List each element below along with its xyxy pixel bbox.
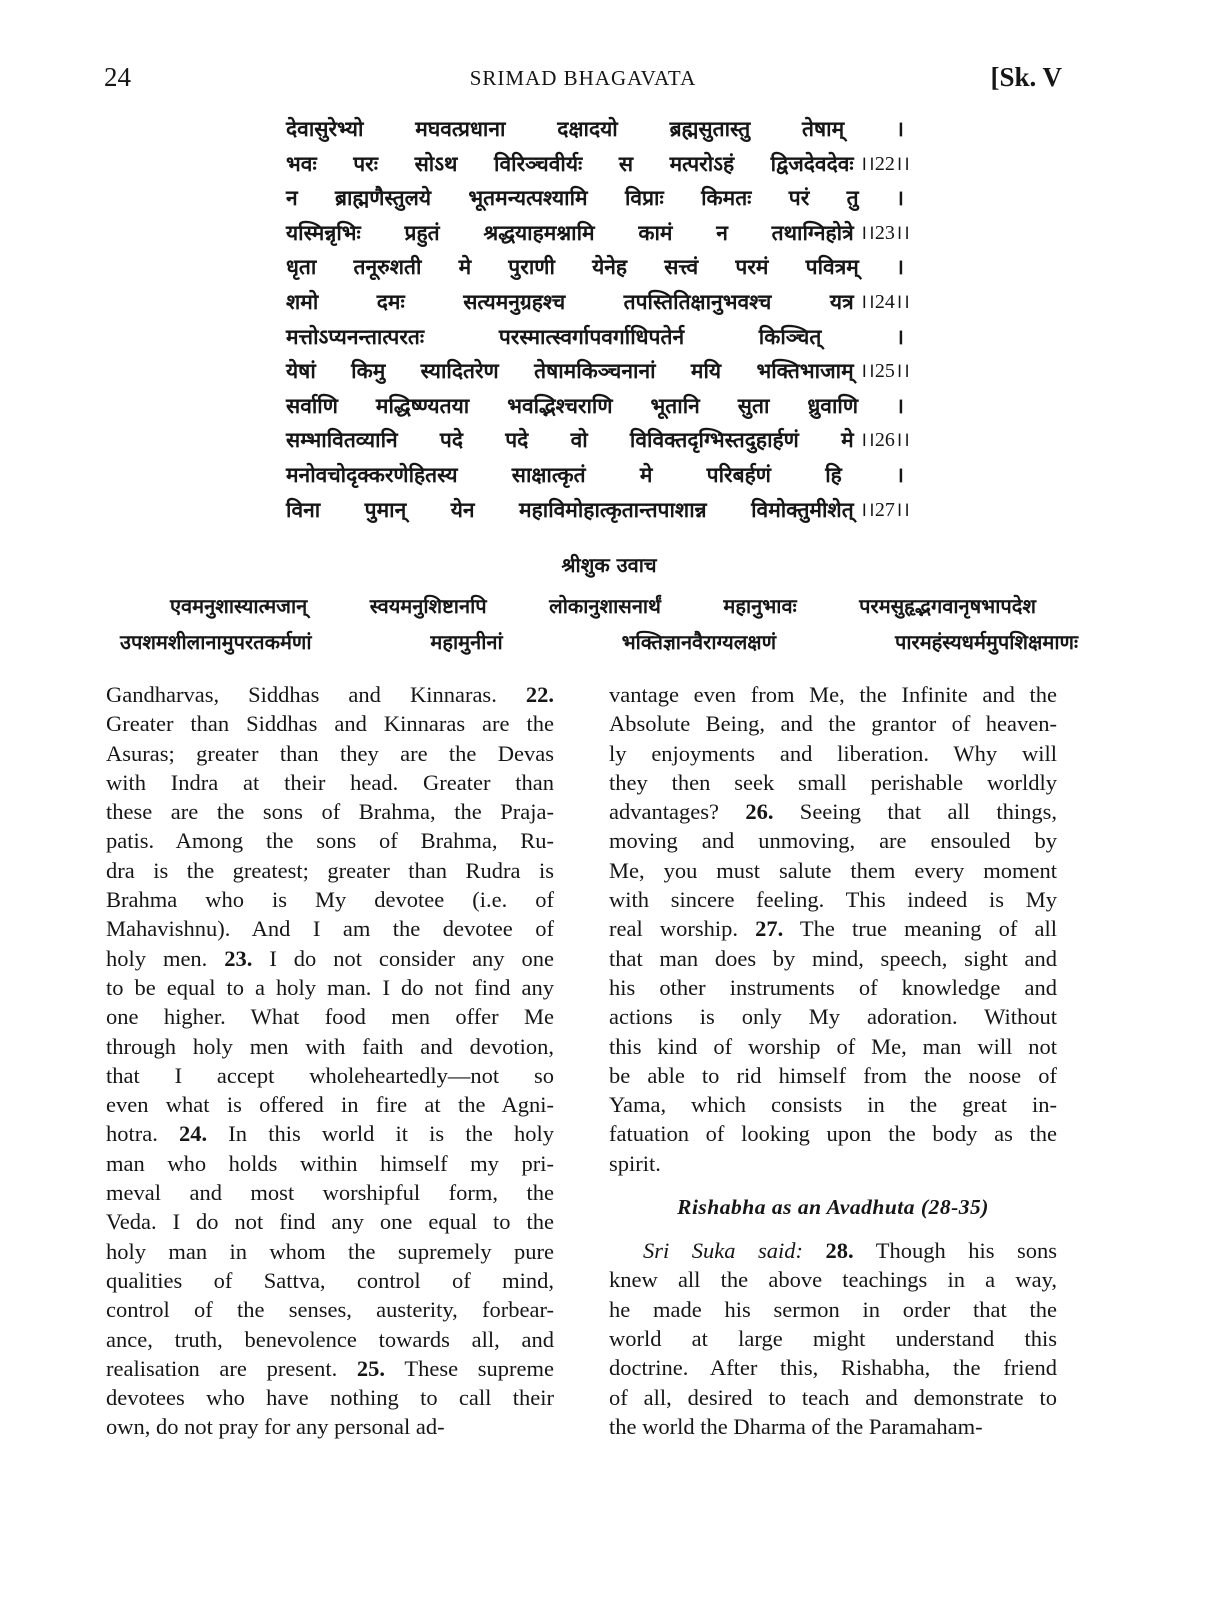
running-header — [104, 62, 1062, 102]
text-line — [609, 768, 1057, 797]
verse-text: शमो दमः सत्यमनुग्रहश्च तपस्तितिक्षानुभवश्च यत्र — [286, 289, 854, 314]
text-line — [106, 709, 554, 738]
text-run: Asuras; greater than they are the Devas — [106, 740, 554, 766]
verse-number: ।।27।। — [859, 498, 910, 521]
text-line — [106, 768, 554, 797]
text-run — [803, 1238, 826, 1263]
text-line — [609, 1061, 1057, 1090]
verse-text: मनोवचोदृक्करणेहितस्य साक्षात्कृतं मे परिबर्हणं हि । — [286, 462, 904, 487]
speaker-heading: श्रीशुक उवाच — [561, 553, 657, 577]
verse-line — [286, 216, 910, 251]
text-line — [609, 1002, 1057, 1031]
verse-line — [286, 423, 910, 458]
text-run: he made his sermon in order that the — [609, 1296, 1057, 1322]
text-run: Absolute Being, and the grantor of heaven- — [609, 711, 1057, 737]
text-run: Gandharvas, Siddhas and Kinnaras. — [106, 682, 526, 707]
text-run: hotra. — [106, 1121, 180, 1147]
text-line — [609, 1149, 1057, 1178]
verse-marker: 24. — [179, 1121, 208, 1147]
text-run: be able to rid himself from the noose of — [609, 1062, 1057, 1088]
text-line — [106, 1325, 554, 1354]
sanskrit-prose-line: एवमनुशास्यात्मजान् स्वयमनुशिष्टानपि लोकानुशासनार्थं महानुभावः परमसुहृद्भगवानृषभापदेश — [170, 594, 1036, 618]
text-run: moving and unmoving, are ensouled by — [609, 828, 1057, 854]
text-run: control of the senses, austerity, forbear- — [106, 1297, 554, 1323]
text-line — [609, 973, 1057, 1002]
verse-text: भवः परः सोऽथ विरिञ्चवीर्यः स मत्परोऽहं द्विजदेवदेवः — [286, 151, 854, 176]
text-line — [609, 1383, 1057, 1412]
text-run: holy man in whom the supremely pure — [106, 1238, 554, 1264]
text-line — [106, 680, 554, 709]
right-column-lower — [609, 1236, 1057, 1441]
text-run: dra is the greatest; greater than Rudra is — [106, 857, 554, 883]
text-run: Mahavishnu). And I am the devotee of — [106, 916, 554, 942]
text-line — [106, 797, 554, 826]
text-line — [106, 1178, 554, 1207]
text-run: advantages? — [609, 799, 746, 825]
text-run: Me, you must salute them every moment — [609, 857, 1057, 883]
text-run: Yama, which consists in the great in- — [609, 1092, 1057, 1118]
left-text-column — [106, 680, 554, 1442]
text-line — [106, 1061, 554, 1090]
text-run: man who holds within himself my pri- — [106, 1150, 554, 1176]
text-run: Veda. I do not find any one equal to the — [106, 1209, 554, 1235]
text-line — [106, 1149, 554, 1178]
text-line — [106, 1032, 554, 1061]
text-line — [609, 1295, 1057, 1324]
text-line — [609, 709, 1057, 738]
text-line — [609, 1353, 1057, 1382]
text-line — [106, 973, 554, 1002]
text-line — [106, 885, 554, 914]
text-run: to be equal to a holy man. I do not find any — [106, 974, 554, 1000]
text-line — [609, 739, 1057, 768]
verse-number: ।।26।। — [859, 429, 910, 452]
text-run: with sincere feeling. This indeed is My — [609, 887, 1057, 913]
section-heading: Rishabha as an Avadhuta (28-35) — [677, 1195, 989, 1220]
verse-line — [286, 458, 910, 493]
verse-text: विना पुमान् येन महाविमोहात्कृतान्तपाशान्न विमोक्तुमीशेत् — [286, 497, 854, 522]
text-run: one higher. What food men offer Me — [106, 1004, 554, 1030]
verse-marker: 26. — [745, 799, 774, 825]
text-run: fatuation of looking upon the body as the — [609, 1121, 1057, 1147]
text-line — [106, 1266, 554, 1295]
verse-text: न ब्राह्मणैस्तुलये भूतमन्यत्पश्यामि विप्राः किमतः परं तु । — [286, 186, 904, 211]
page-number: 24 — [104, 62, 131, 92]
text-run: I do not consider any one — [252, 945, 554, 971]
text-run: Greater than Siddhas and Kinnaras are the — [106, 711, 554, 737]
text-run: patis. Among the sons of Brahma, Ru- — [106, 828, 554, 854]
verse-marker: 23. — [224, 945, 253, 971]
text-line — [106, 826, 554, 855]
right-column-upper — [609, 680, 1057, 1178]
verse-text: येषां किमु स्यादितरेण तेषामकिञ्चनानां मयि भक्तिभाजाम् — [286, 359, 854, 384]
verse-line — [286, 389, 910, 424]
text-run: the world the Dharma of the Paramaham- — [609, 1413, 983, 1439]
text-run: ance, truth, benevolence towards all, and — [106, 1326, 554, 1352]
text-run: world at large might understand this — [609, 1325, 1057, 1351]
verse-number: ।।24।। — [859, 290, 910, 313]
text-line — [106, 914, 554, 943]
text-line — [106, 1295, 554, 1324]
text-line — [609, 1090, 1057, 1119]
verse-text: सम्भावितव्यानि पदे पदे वो विविक्तदृग्भिस्तदुहार्हणं मे — [286, 428, 854, 453]
text-line — [106, 944, 554, 973]
verse-marker: 25. — [356, 1355, 386, 1381]
running-title: SRIMAD BHAGAVATA — [469, 66, 697, 90]
text-run: through holy men with faith and devotion, — [106, 1033, 554, 1059]
text-line — [609, 1236, 1057, 1265]
section-reference: [Sk. V — [990, 62, 1062, 92]
verse-line — [286, 320, 910, 355]
text-line — [106, 1002, 554, 1031]
text-run: actions is only My adoration. Without — [609, 1004, 1057, 1030]
text-line — [609, 1265, 1057, 1294]
text-run: that I accept wholeheartedly—not so — [106, 1062, 554, 1088]
text-line — [106, 1090, 554, 1119]
text-line — [609, 826, 1057, 855]
verse-marker: 28. — [825, 1238, 854, 1264]
text-run: ly enjoyments and liberation. Why will — [609, 740, 1057, 766]
text-line — [106, 1383, 554, 1412]
text-run: In this world it is the holy — [207, 1121, 554, 1147]
text-run: this kind of worship of Me, man will not — [609, 1033, 1057, 1059]
sanskrit-verses — [286, 112, 910, 527]
speaker-label: Sri Suka said: — [643, 1238, 803, 1264]
verse-line — [286, 147, 910, 182]
text-line — [609, 797, 1057, 826]
verse-number: ।।22।। — [859, 152, 910, 175]
verse-text: मत्तोऽप्यनन्तात्परतः परस्मात्स्वर्गापवर्गाधिपतेर्न किञ्चित् । — [286, 324, 904, 349]
verse-line — [286, 250, 910, 285]
text-line — [609, 1032, 1057, 1061]
text-line — [106, 1119, 554, 1148]
text-run: they then seek small perishable worldly — [609, 769, 1057, 795]
text-run: These supreme — [385, 1355, 554, 1381]
text-line — [609, 680, 1057, 709]
text-line — [609, 944, 1057, 973]
text-run: his other instruments of knowledge and — [609, 974, 1057, 1000]
verse-line — [286, 285, 910, 320]
verse-text: सर्वाणि मद्धिष्ण्यतया भवद्भिश्चराणि भूतानि सुता ध्रुवाणि । — [286, 393, 904, 418]
text-line — [609, 856, 1057, 885]
verse-text: धृता तनूरुशती मे पुराणी येनेह सत्त्वं परमं पवित्रम् । — [286, 255, 904, 280]
text-line — [609, 1119, 1057, 1148]
text-run: these are the sons of Brahma, the Praja- — [106, 799, 554, 825]
text-run: with Indra at their head. Greater than — [106, 769, 554, 795]
text-line — [609, 1324, 1057, 1353]
verse-text: देवासुरेभ्यो मघवत्प्रधाना दक्षादयो ब्रह्मसुतास्तु तेषाम् । — [286, 117, 904, 141]
verse-line — [286, 181, 910, 216]
text-line — [609, 885, 1057, 914]
text-line — [106, 1354, 554, 1383]
text-run: of all, desired to teach and demonstrate to — [609, 1384, 1057, 1410]
verse-marker: 27. — [755, 916, 784, 942]
verse-number: ।।23।। — [859, 221, 910, 244]
text-run: knew all the above teachings in a way, — [609, 1267, 1057, 1293]
text-run: that man does by mind, speech, sight and — [609, 945, 1057, 971]
verse-line — [286, 112, 910, 147]
text-run: Seeing that all things, — [773, 799, 1057, 825]
text-line — [106, 1207, 554, 1236]
text-run: Though his sons — [853, 1238, 1058, 1264]
text-run: realisation are present. — [106, 1355, 357, 1381]
text-run: doctrine. After this, Rishabha, the friend — [609, 1355, 1057, 1381]
text-run: spirit. — [609, 1150, 661, 1176]
text-run: devotees who have nothing to call their — [106, 1385, 554, 1411]
verse-number: ।।25।। — [859, 360, 910, 383]
text-run: meval and most worshipful form, the — [106, 1180, 554, 1206]
text-line — [106, 1412, 554, 1441]
verse-text: यस्मिन्नृभिः प्रहुतं श्रद्धयाहमश्नामि कामं न तथाग्निहोत्रे — [286, 220, 854, 245]
text-run: real worship. — [609, 916, 756, 942]
text-line — [609, 1412, 1057, 1441]
right-text-column — [609, 680, 1057, 1441]
verse-marker: 22. — [525, 682, 554, 707]
text-run: even what is offered in fire at the Agni- — [106, 1092, 554, 1118]
text-line — [106, 1237, 554, 1266]
text-run: vantage even from Me, the Infinite and the — [609, 682, 1057, 707]
text-run: qualities of Sattva, control of mind, — [106, 1267, 554, 1293]
text-run: Brahma who is My devotee (i.e. of — [106, 887, 554, 913]
sanskrit-prose-line: उपशमशीलानामुपरतकर्मणां महामुनीनां भक्तिज्ञानवैराग्यलक्षणं पारमहंस्यधर्ममुपशिक्षमाणः — [120, 630, 1078, 654]
verse-line — [286, 493, 910, 528]
text-run: holy men. — [106, 945, 225, 971]
text-line — [106, 739, 554, 768]
text-run: own, do not pray for any personal ad- — [106, 1414, 445, 1440]
text-line — [609, 914, 1057, 943]
verse-line — [286, 354, 910, 389]
text-run: The true meaning of all — [783, 916, 1057, 942]
text-line — [106, 856, 554, 885]
